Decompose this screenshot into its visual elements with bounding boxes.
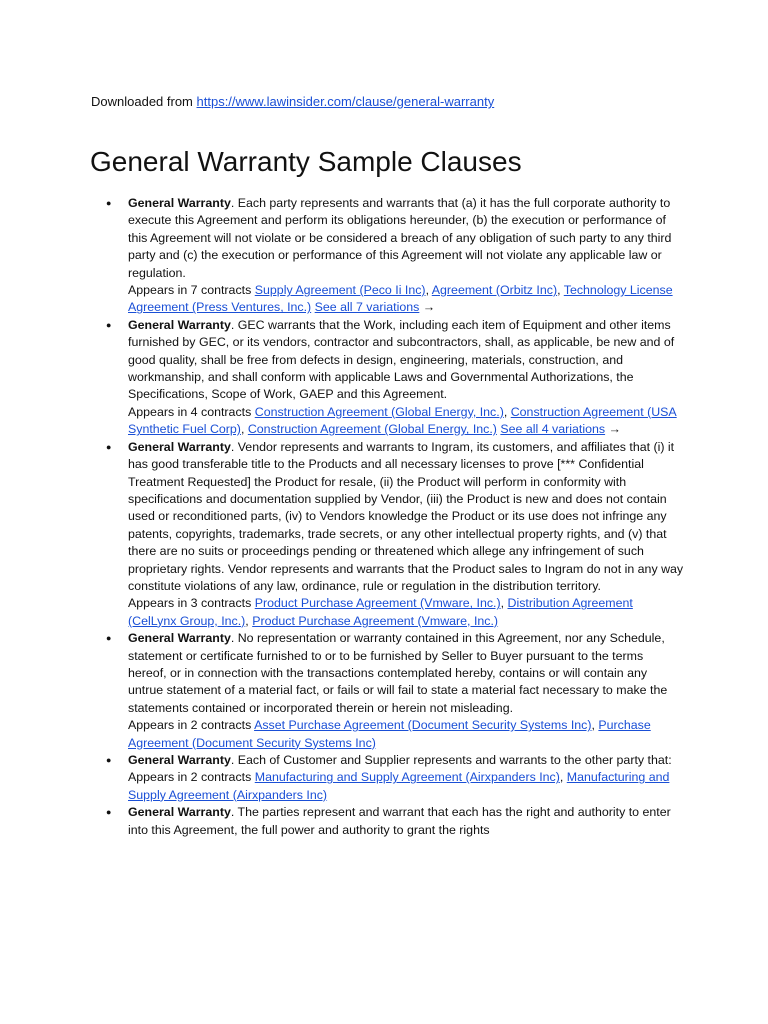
contract-link[interactable]: Product Purchase Agreement (Vmware, Inc.) [254,596,501,611]
clause-name: General Warranty [128,631,231,646]
appears-count: Appears in 2 contracts [128,770,252,785]
clause-text: . The parties represent and warrant that each has the right and authority to enter into this Agreement, the full power and authority to grant the rights [128,805,671,837]
contract-link[interactable]: Purchase Agreement (Document Security Systems Inc) [128,718,651,750]
clause-item [128,195,684,317]
clause-text: . GEC warrants that the Work, including each item of Equipment and other items furnished by GEC, or its vendors, contractor and subcontractors, shall, as applicable, be new and of good quality, shall be free from defects in design, engineering, materials, construction, and workmanship, and shall conform with applicable Laws and Governmental Authorizations, the Specifications, Scope of Work, GAEP and this Agreement. [128,317,675,402]
clause-text: . Each party represents and warrants that (a) it has the full corporate authority to execute this Agreement and perform its obligations hereunder, (b) the execution or performance of this Agreement will not violate or be considered a breach of any obligation of such party to any third party and (c) the execution or performance of this Agreement will not violate any applicable law or regulation. [128,196,672,280]
contract-link[interactable]: Manufacturing and Supply Agreement (Airxpanders Inc) [128,770,670,802]
appears-line: Appears in 2 contracts Manufacturing and Supply Agreement (Airxpanders Inc), Manufacturing and Supply Agreement (Airxpanders Inc) [128,770,670,802]
clause-item [128,317,684,439]
contract-link[interactable]: Manufacturing and Supply Agreement (Airxpanders Inc) [254,770,560,785]
page-title: General Warranty Sample Clauses [90,146,522,177]
clause-item [128,804,684,839]
appears-count: Appears in 4 contracts [128,404,252,419]
contract-link[interactable]: Distribution Agreement (CelLynx Group, Inc.) [128,596,633,628]
appears-count: Appears in 7 contracts [128,283,252,298]
appears-line: Appears in 2 contracts Asset Purchase Agreement (Document Security Systems Inc), Purchase Agreement (Document Security Systems Inc) [128,718,651,750]
see-all-variations-link[interactable]: See all 7 variations [314,300,420,315]
contract-link[interactable]: Construction Agreement (Global Energy, Inc.) [247,422,497,437]
contract-link[interactable]: Product Purchase Agreement (Vmware, Inc.) [252,613,499,628]
appears-count: Appears in 3 contracts [128,596,252,611]
appears-count: Appears in 2 contracts [128,718,252,733]
see-all-variations-link[interactable]: See all 4 variations [500,422,606,437]
clause-item [128,439,684,630]
appears-line: Appears in 3 contracts Product Purchase Agreement (Vmware, Inc.), Distribution Agreement (CelLynx Group, Inc.), Product Purchase Agreement (Vmware, Inc.) [128,596,633,628]
clause-list [128,195,684,839]
source-link[interactable]: https://www.lawinsider.com/clause/general-warranty [196,94,495,109]
clause-text: . Vendor represents and warrants to Ingram, its customers, and affiliates that (i) it has good transferable title to the Products and all necessary licenses to prove [*** Confidential Treatment Requested] the Product for resale, (ii) the Product will perform in conformity with specifications and documentation supplied by Vendor, (iii) the Product is new and does not contain used or reconditioned parts, (iv) to Vendors knowledge the Product or its use does not infringe any patents, copyrights, trademarks, trade secrets, or any other intellectual property rights, and (v) that there are no suits or proceedings pending or threatened which allege any infringement of such proprietary rights. Vendor represents and warrants that the Product sales to Ingram do not in any way constitute violations of any law, ordinance, rule or regulation in the distribution territory. [128,439,684,593]
source-line [91,93,494,111]
clause-name: General Warranty [128,439,231,454]
clause-name: General Warranty [128,805,231,820]
arrow-right-icon: → [422,300,436,315]
clause-name: General Warranty [128,317,231,332]
appears-line: Appears in 4 contracts Construction Agreement (Global Energy, Inc.), Construction Agreement (USA Synthetic Fuel Corp), Construction Agreement (Global Energy, Inc.) See all 4 variations → [128,404,677,437]
arrow-right-icon: → [608,422,621,437]
contract-link[interactable]: Supply Agreement (Peco Ii Inc) [254,283,426,298]
clause-name: General Warranty [128,753,231,767]
appears-line: Appears in 7 contracts Supply Agreement (Peco Ii Inc), Agreement (Orbitz Inc), Technology License Agreement (Press Ventures, Inc.) See all 7 variations → [128,283,673,315]
clause-text: . No representation or warranty contained in this Agreement, nor any Schedule, statement or certificate furnished to or to be furnished by Seller to Buyer pursuant to the terms hereof, or in connection with the transactions contemplated hereby, contains or will contain any untrue statement of a material fact, or fails or will fail to state a material fact necessary to make the statements contained or incorporated therein or herein not misleading. [128,631,668,715]
contract-link[interactable]: Construction Agreement (USA Synthetic Fuel Corp) [128,404,677,437]
contract-link[interactable]: Construction Agreement (Global Energy, Inc.) [254,404,504,419]
clause-item [128,630,684,752]
source-prefix: Downloaded from [91,94,193,109]
clause-text: . Each of Customer and Supplier represents and warrants to the other party that: [230,753,672,767]
contract-link[interactable]: Technology License Agreement (Press Ventures, Inc.) [128,283,673,315]
contract-link[interactable]: Agreement (Orbitz Inc) [431,283,558,298]
contract-link[interactable]: Asset Purchase Agreement (Document Security Systems Inc) [254,718,592,733]
clause-item [128,752,684,804]
clause-name: General Warranty [128,196,231,210]
